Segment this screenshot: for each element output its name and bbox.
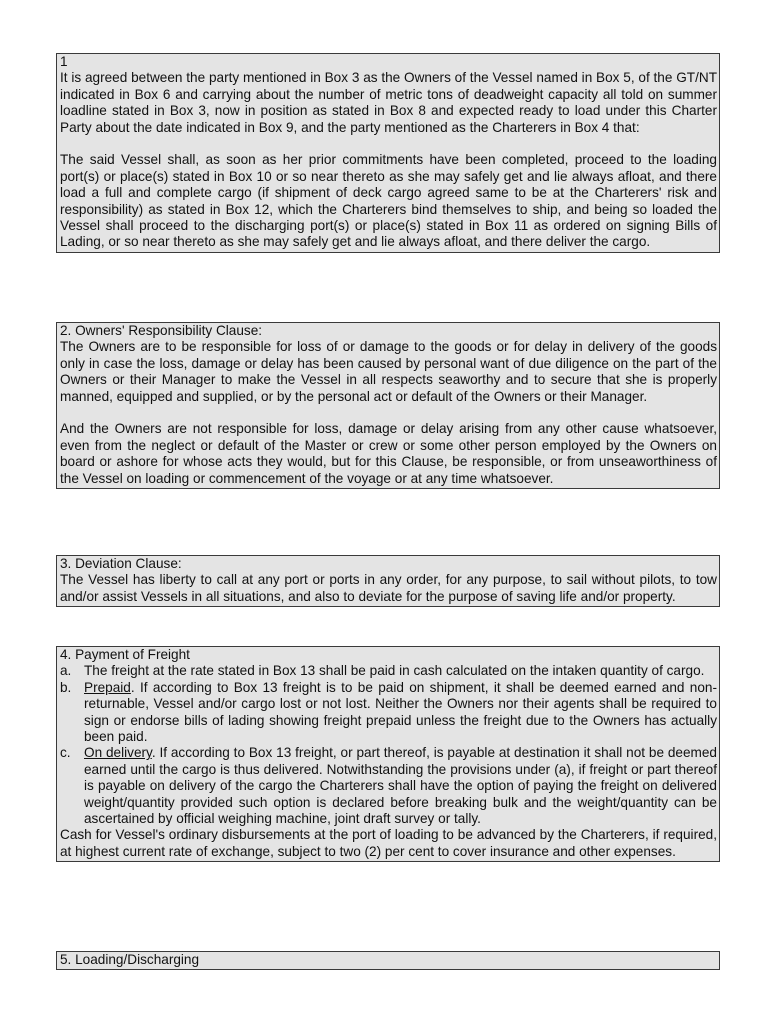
list-text [84,663,717,679]
clause-5-heading: 5. Loading/Discharging [60,952,200,967]
list-text [84,680,717,746]
freight-item-a [60,663,717,679]
clause-3-box [56,555,720,607]
clause-4-heading: 4. Payment of Freight [60,647,190,662]
list-item-term: On delivery [84,745,152,761]
clause-3-heading: 3. Deviation Clause: [60,556,182,571]
list-marker: b. [60,679,72,695]
list-item-text: . If according to Box 13 freight is to be paid on shipment, it shall be deemed earned and non-returnable, Vessel and/or cargo lost or not lost. Neither the Owners nor their agents shall be required to sign or endorse bills of lading showing freight prepaid unless the freight due to the Owners has actually been paid. [84,679,717,745]
clause-1-paragraph-2: The said Vessel shall, as soon as her prior commitments have been completed, proceed to the loading port(s) or place(s) stated in Box 10 or so near thereto as she may safely get and lie always afloat, and there load a full and complete cargo (if shipment of deck cargo agreed same to be at the Charterers' risk and responsibility) as stated in Box 12, which the Charterers bind themselves to ship, and being so loaded the Vessel shall proceed to the discharging port(s) or place(s) stated in Box 11 as ordered on signing Bills of Lading, or so near thereto as she may safely get and lie always afloat, and there deliver the cargo. [60,152,717,250]
clause-1-paragraph-1: It is agreed between the party mentioned in Box 3 as the Owners of the Vessel named in Box 5, of the GT/NT indicated in Box 6 and carrying about the number of metric tons of deadweight capacity all told on summer loadline stated in Box 3, now in position as stated in Box 8 and expected ready to load under this Charter Party about the date indicated in Box 9, and the party mentioned as the Charterers in Box 4 that: [60,70,717,135]
clause-1-heading: 1 [60,54,68,69]
list-marker: c. [60,745,71,761]
clause-2-heading: 2. Owners' Responsibility Clause: [60,323,263,338]
list-item-text: The freight at the rate stated in Box 13 shall be paid in cash calculated on the intaken quantity of cargo. [84,663,705,679]
clause-2-paragraph-1: The Owners are to be responsible for loss of or damage to the goods or for delay in delivery of the goods only in case the loss, damage or delay has been caused by personal want of due diligence on the part of the Owners or their Manager to make the Vessel in all respects seaworthy and to secure that she is properly manned, equipped and supplied, or by the personal act or default of the Owners or their Manager. [60,339,717,404]
paragraph-gap [60,136,717,152]
clause-2-box [56,322,720,489]
clause-2-paragraph-2: And the Owners are not responsible for loss, damage or delay arising from any other cause whatsoever, even from the neglect or default of the Master or crew or some other person employed by the Owners on board or ashore for whose acts they would, but for this Clause, be responsible, or from unseaworthiness of the Vessel on loading or commencement of the voyage or at any time whatsoever. [60,421,717,486]
freight-item-c [60,745,717,827]
clause-5-box [56,951,720,970]
clause-4-closing-paragraph: Cash for Vessel's ordinary disbursements at the port of loading to be advanced by the Charterers, if required, at highest current rate of exchange, subject to two (2) per cent to cover insurance and other expenses. [60,827,717,859]
freight-item-b [60,680,717,746]
list-marker: a. [60,663,72,679]
list-text [84,745,717,827]
clause-1-box [56,53,720,253]
list-item-term: Prepaid [84,679,131,695]
paragraph-gap [60,405,717,421]
clause-3-paragraph-1: The Vessel has liberty to call at any port or ports in any order, for any purpose, to sail without pilots, to tow and/or assist Vessels in all situations, and also to deviate for the purpose of saving life and/or property. [60,572,717,604]
list-item-text: . If according to Box 13 freight, or part thereof, is payable at destination it shall not be deemed earned until the cargo is thus delivered. Notwithstanding the provisions under (a), if freight or part thereof is payable on delivery of the cargo the Charterers shall have the option of paying the freight on delivered weight/quantity provided such option is declared before breaking bulk and the weight/quantity can be ascertained by official weighing machine, joint draft survey or tally. [84,745,717,827]
clause-4-box [56,646,720,862]
